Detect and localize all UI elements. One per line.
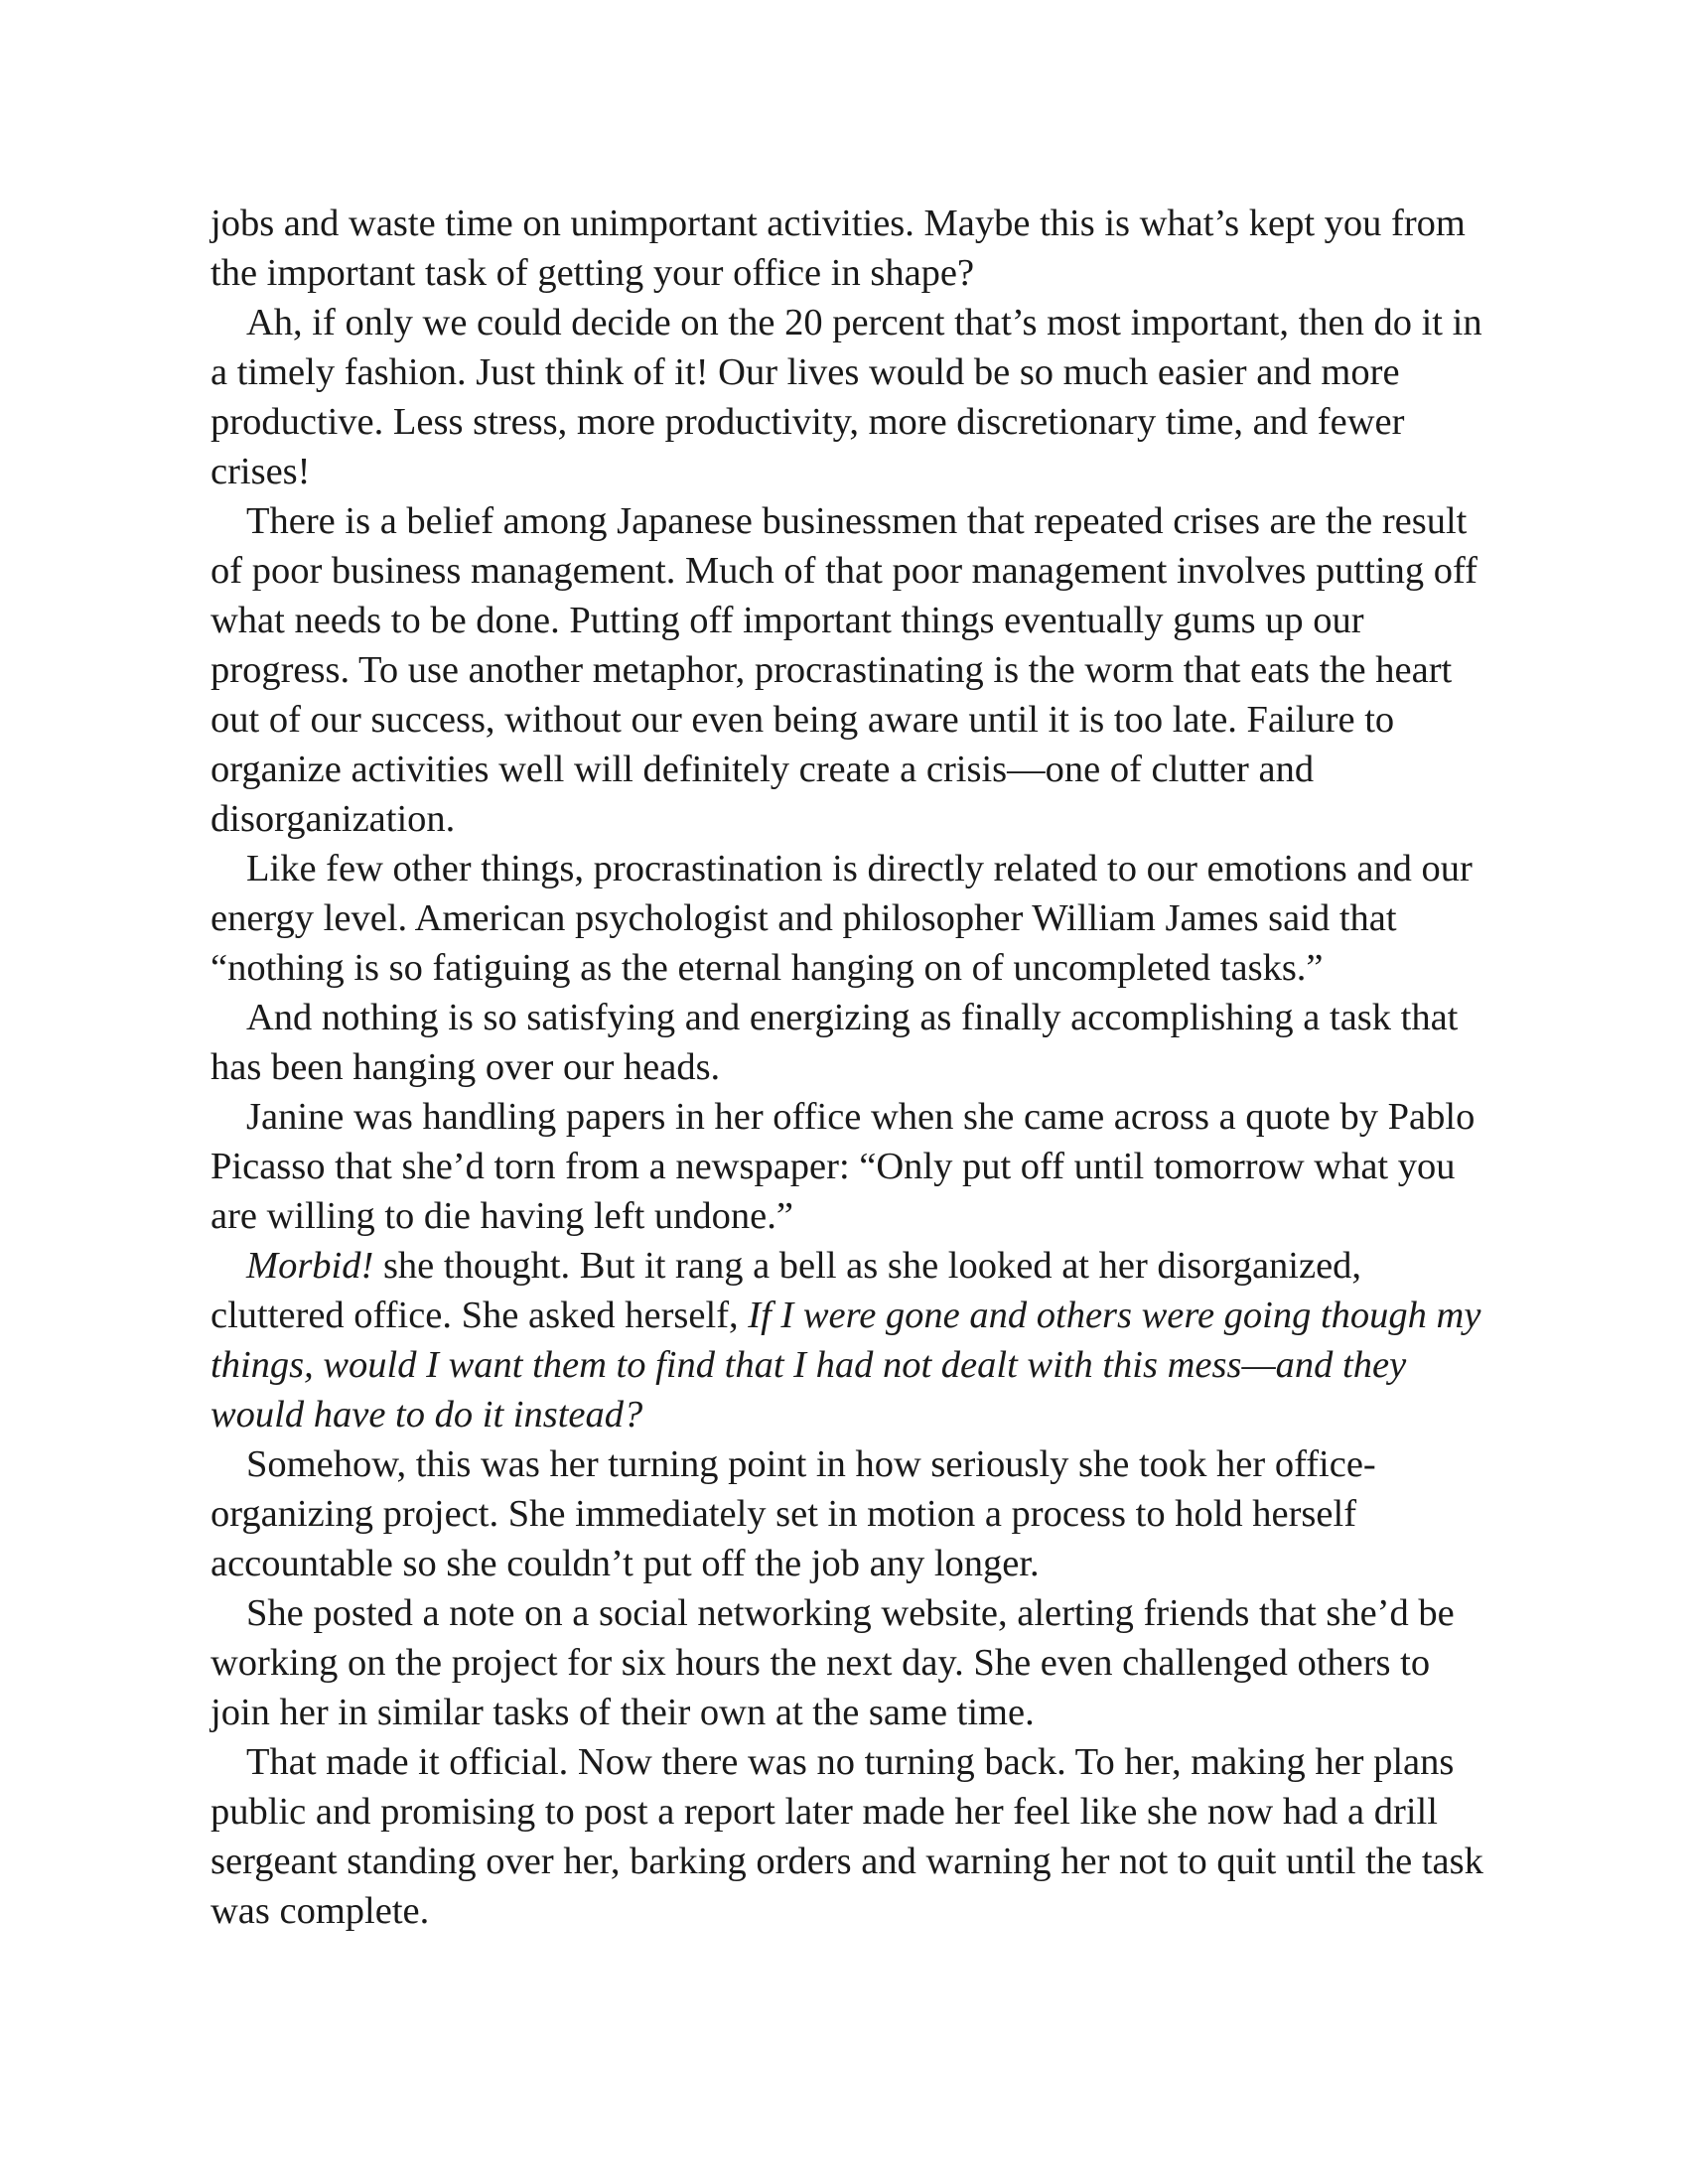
paragraph-10 [211, 1737, 1491, 1936]
paragraph-4-text: Like few other things, procrastination is directly related to our emotions and our energy level. American psychologist and philosopher William James said that “nothing is so fatiguing as the eternal hanging on of uncompleted tasks.” [211, 848, 1473, 989]
paragraph-2-text: Ah, if only we could decide on the 20 percent that’s most important, then do it in a timely fashion. Just think of it! Our lives would be so much easier and more productive. Less stress, more productivity, more discretionary time, and fewer crises! [211, 302, 1482, 492]
page-body [211, 199, 1491, 1936]
paragraph-1-text: jobs and waste time on unimportant activities. Maybe this is what’s kept you from the important task of getting your office in shape? [211, 203, 1466, 294]
paragraph-4 [211, 844, 1491, 993]
paragraph-6 [211, 1092, 1491, 1241]
paragraph-7 [211, 1241, 1491, 1439]
paragraph-10-text: That made it official. Now there was no turning back. To her, making her plans public and promising to post a report later made her feel like she now had a drill sergeant standing over her, barking orders and warning her not to quit until the task was complete. [211, 1741, 1483, 1932]
paragraph-9-text: She posted a note on a social networking website, alerting friends that she’d be working on the project for six hours the next day. She even challenged others to join her in similar tasks of their own at the same time. [211, 1592, 1455, 1733]
paragraph-7-italic-1: Morbid! [246, 1245, 374, 1287]
paragraph-3-text: There is a belief among Japanese businessmen that repeated crises are the result of poor business management. Much of that poor management involves putting off what needs to be done. Putting off important things eventually gums up our progress. To use another metaphor, procrastinating is the worm that eats the heart out of our success, without our even being aware until it is too late. Failure to organize activities well will definitely create a crisis—one of clutter and disorganization. [211, 500, 1477, 840]
paragraph-3 [211, 496, 1491, 844]
paragraph-7-italic-2: If I were gone and others were going though my things, would I want them to find that I had not dealt with this mess—and they would have to do it instead? [211, 1295, 1481, 1435]
paragraph-2 [211, 298, 1491, 496]
paragraph-1 [211, 199, 1491, 298]
paragraph-7-text: she thought. But it rang a bell as she looked at her disorganized, cluttered office. She asked herself, [211, 1245, 1362, 1336]
paragraph-5 [211, 993, 1491, 1092]
paragraph-6-text: Janine was handling papers in her office when she came across a quote by Pablo Picasso that she’d torn from a newspaper: “Only put off until tomorrow what you are willing to die having left undone.” [211, 1096, 1476, 1237]
paragraph-8-text: Somehow, this was her turning point in how seriously she took her office-organizing project. She immediately set in motion a process to hold herself accountable so she couldn’t put off the job any longer. [211, 1443, 1376, 1584]
paragraph-9 [211, 1588, 1491, 1737]
paragraph-8 [211, 1439, 1491, 1588]
paragraph-5-text: And nothing is so satisfying and energizing as finally accomplishing a task that has been hanging over our heads. [211, 997, 1459, 1088]
